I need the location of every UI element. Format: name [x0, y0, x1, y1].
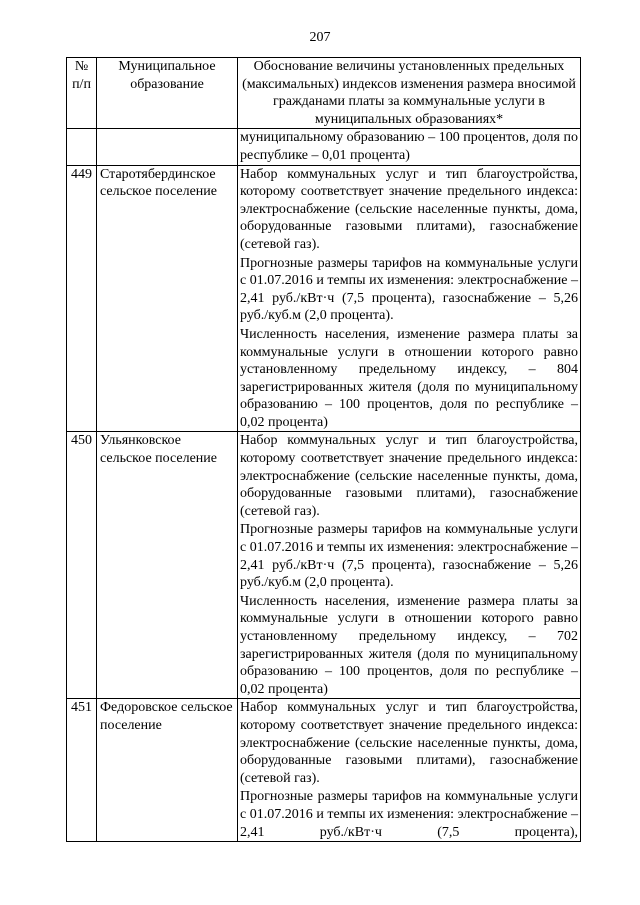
row-number: 451: [67, 699, 97, 842]
population-text: Численность населения, изменение размера платы за коммунальные услуги в отношении которого равно установленному предельному индексу, – 702 зарегистрированных жителя (доля по муниципальному образованию – 100 процентов, доля по республике – 0,02 процента): [240, 593, 578, 697]
continuation-row: [67, 129, 581, 165]
header-number: № п/п: [67, 58, 97, 129]
table-row: [67, 699, 581, 842]
tariff-forecast-text: Прогнозные размеры тарифов на коммунальные услуги с 01.07.2016 и темпы их изменения: электроснабжение – 2,41 руб./кВт·ч (7,5 процента), газоснабжение – 5,26 руб./куб.м (2,0 процента).: [240, 255, 578, 324]
row-number: 449: [67, 165, 97, 432]
service-set-text: Набор коммунальных услуг и тип благоустройства, которому соответствует значение предельного индекса: электроснабжение (сельские населенные пункты, дома, оборудованные газовыми плитами), газоснабжение (сетевой газ).: [240, 433, 578, 519]
table-row: [67, 165, 581, 432]
municipality-name: Ульянковское сельское поселение: [97, 432, 238, 699]
tariff-forecast-text: Прогнозные размеры тарифов на коммунальные услуги с 01.07.2016 и темпы их изменения: электроснабжение – 2,41 руб./кВт·ч (7,5 процента),: [240, 789, 578, 840]
tariff-forecast-text: Прогнозные размеры тарифов на коммунальные услуги с 01.07.2016 и темпы их изменения: электроснабжение – 2,41 руб./кВт·ч (7,5 процента), газоснабжение – 5,26 руб./куб.м (2,0 процента).: [240, 522, 578, 591]
continuation-text: муниципальному образованию – 100 процентов, доля по республике – 0,01 процента): [240, 130, 578, 163]
justification-cell: [238, 432, 581, 699]
municipality-name: Старотябердинское сельское поселение: [97, 165, 238, 432]
tariff-table: [66, 57, 581, 842]
service-set-text: Набор коммунальных услуг и тип благоустройства, которому соответствует значение предельного индекса: электроснабжение (сельские населенные пункты, дома, оборудованные газовыми плитами), газоснабжение (сетевой газ).: [240, 700, 578, 786]
justification-cell: [238, 699, 581, 842]
justification-cell: [238, 165, 581, 432]
table-row: [67, 432, 581, 699]
municipality-name: Федоровское сельское поселение: [97, 699, 238, 842]
population-text: Численность населения, изменение размера платы за коммунальные услуги в отношении которого равно установленному предельному индексу, – 804 зарегистрированных жителя (доля по муниципальному образованию – 100 процентов, доля по республике – 0,02 процента): [240, 326, 578, 430]
header-justification: Обоснование величины установленных предельных (максимальных) индексов изменения размера вносимой гражданами платы за коммунальные услуги в муниципальных образованиях*: [238, 58, 581, 129]
page-number: 207: [309, 30, 331, 45]
row-number: 450: [67, 432, 97, 699]
table-header-row: [67, 58, 581, 129]
header-municipality: Муниципальное образование: [97, 58, 238, 129]
service-set-text: Набор коммунальных услуг и тип благоустройства, которому соответствует значение предельного индекса: электроснабжение (сельские населенные пункты, дома, оборудованные газовыми плитами), газоснабжение (сетевой газ).: [240, 166, 578, 252]
